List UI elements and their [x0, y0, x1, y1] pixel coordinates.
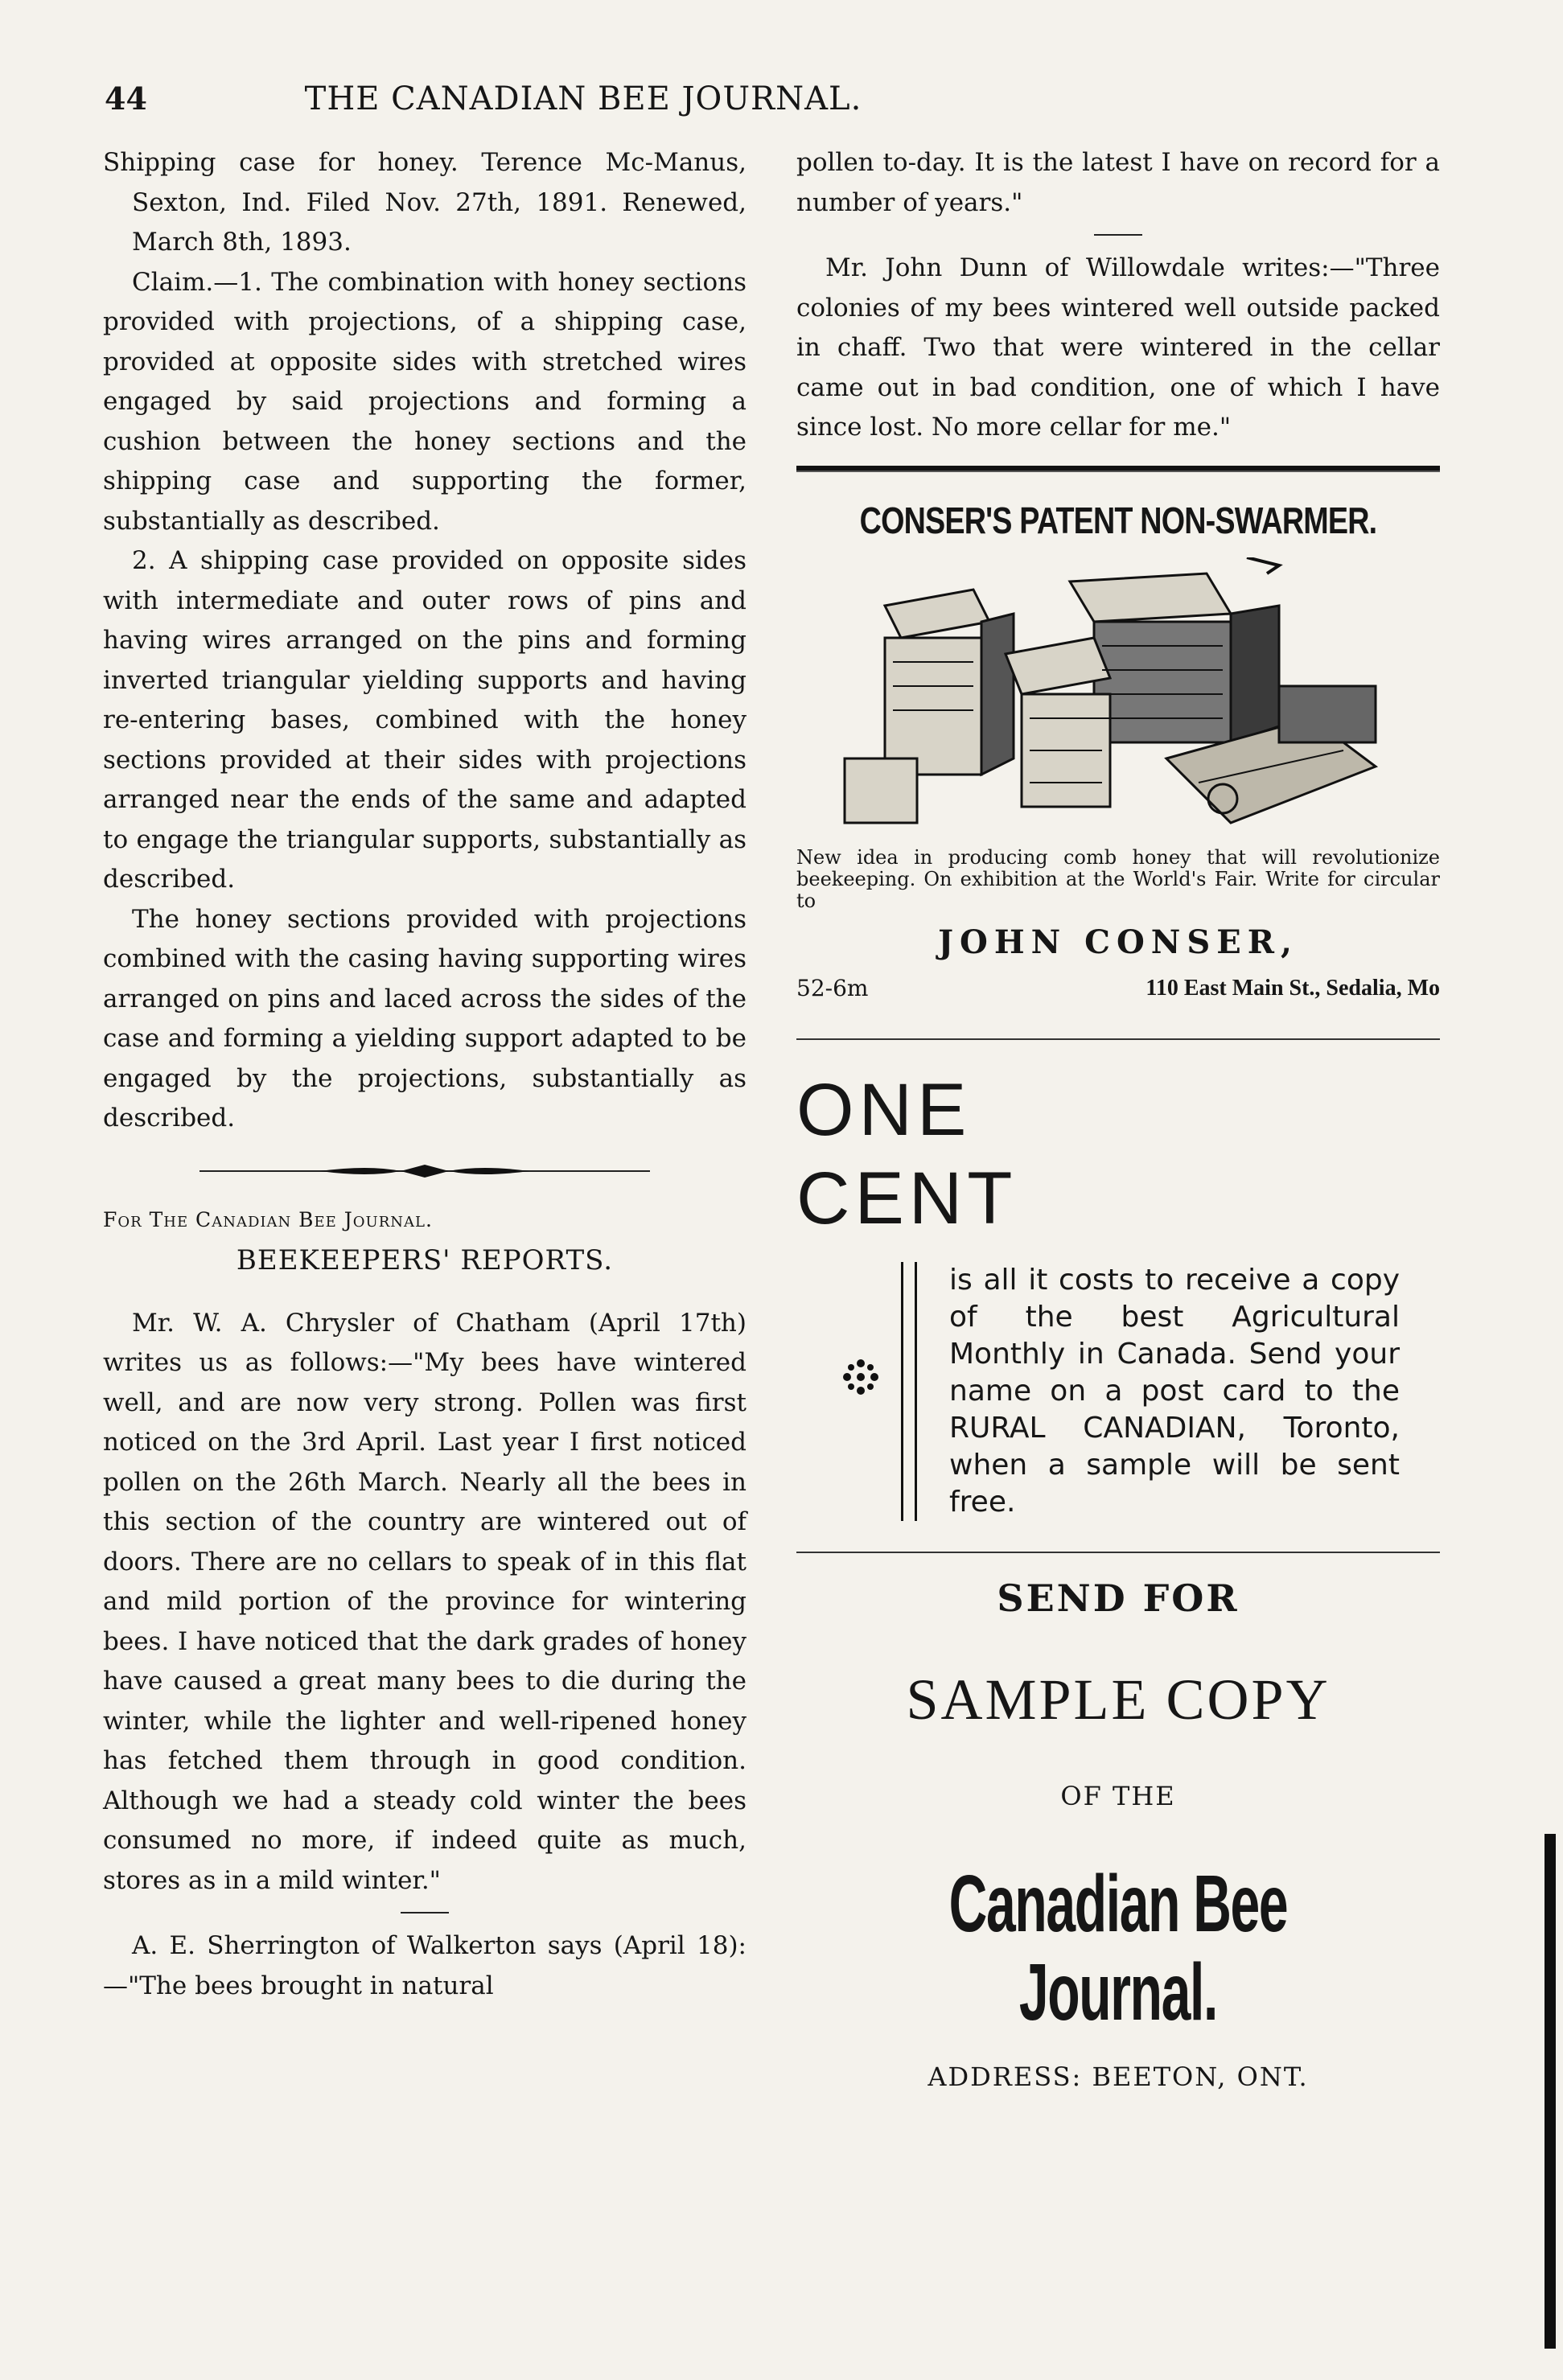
- ad-conser-address-row: [796, 968, 1440, 1009]
- ad-conser-title: CONSER'S PATENT NON-SWARMER.: [859, 499, 1377, 541]
- ad-journal-name: Canadian Bee Journal.: [948, 1859, 1288, 2037]
- patent-claim-2: 2. A shipping case provided on opposite sides with intermediate and outer rows of pins and having wires arranged on the pins and forming inverted triangular yielding supports and having re-entering bases, combined with the honey sections provided at their sides with projections arranged near the ends of the same and adapted to engage the triangular supports, substantially as described.: [103, 546, 747, 894]
- double-rule-bars: [901, 1262, 917, 1521]
- running-head: THE CANADIAN BEE JOURNAL.: [304, 80, 862, 117]
- report-dunn: Mr. John Dunn of Willowdale writes:—"Three colonies of my bees wintered well outside packed in chaff. Two that were wintered in the cellar came out in bad condition, one of which I have since lost. No more cellar for me.": [796, 253, 1440, 442]
- patent-claim-1: Claim.—1. The combination with honey sections provided with projections, of a shipping case, provided at opposite sides with stretched wires engaged by said projections and forming a cushion between the honey sections and the shipping case and supporting the former, substantially as described.: [103, 267, 747, 536]
- ad-rural-body: is all it costs to receive a copy of the best Agricultural Monthly in Canada. Send your name on a post card to the RURAL CANADIAN, Toronto, when a sample will be sent free.: [949, 1264, 1400, 1519]
- ad-conser-text: New idea in producing comb honey that will revolutionize beekeeping. On exhibition at the World's Fair. Write for circular to: [796, 845, 1440, 912]
- ad-journal-of-the: OF THE: [1060, 1780, 1176, 1811]
- ad-journal-sample-copy: SAMPLE COPY: [906, 1667, 1331, 1732]
- byline: For The Canadian Bee Journal.: [103, 1207, 433, 1231]
- patent-title: Shipping case for honey. Terence Mc-Manus, Sexton, Ind. Filed Nov. 27th, 1891. Renewed, March 8th, 1893.: [103, 148, 747, 257]
- short-rule: [401, 1912, 449, 1913]
- page-number: 44: [105, 80, 147, 117]
- left-column: [103, 143, 747, 2006]
- ad-conser-code: 52-6m: [796, 974, 869, 1001]
- ad-rural-headline-1: ONE: [796, 1069, 972, 1151]
- section-heading: BEEKEEPERS' REPORTS.: [236, 1244, 614, 1276]
- thin-rule: [796, 1038, 1440, 1040]
- ad-conser-address: 110 East Main St., Sedalia, Mo: [1146, 975, 1440, 1001]
- report-sherrington-start: A. E. Sherrington of Walkerton says (April 18):—"The bees brought in natural: [103, 1931, 747, 2000]
- report-sherrington-end: pollen to-day. It is the latest I have on record for a number of years.": [796, 148, 1440, 217]
- ad-journal-send-for: SEND FOR: [997, 1576, 1240, 1620]
- scan-edge-bar: [1544, 1834, 1556, 2349]
- ornament-divider: [199, 1163, 650, 1179]
- ad-rural-headline-2: CENT: [796, 1157, 1018, 1239]
- report-chrysler: Mr. W. A. Chrysler of Chatham (April 17th) writes us as follows:—"My bees have wintered well, and are now very strong. Pollen was first noticed on the 3rd April. Last year I first noticed pollen on the 26th March. Nearly all the bees in this section of the country are wintered out of doors. There are no cellars to speak of in this flat and mild portion of the province for wintering bees. I have noticed that the dark grades of honey have caused a great many bees to die during the winter, while the lighter and well-ripened honey has fetched them through in good condition. Although we had a steady cold winter the bees consumed no more, if indeed quite as much, stores as in a mild winter.": [103, 1308, 747, 1895]
- flower-ornament-icon: [841, 1357, 881, 1397]
- ad-journal-address: ADDRESS: BEETON, ONT.: [928, 2061, 1309, 2092]
- heavy-rule: [796, 466, 1440, 472]
- thin-rule: [796, 1552, 1440, 1553]
- ad-rural-body-block: [796, 1262, 1440, 1521]
- beehive-illustration-icon: [829, 557, 1408, 847]
- short-rule: [1094, 234, 1142, 236]
- ad-conser-name: JOHN CONSER,: [938, 923, 1298, 961]
- right-column: [796, 143, 1440, 2098]
- patent-claim-3: The honey sections provided with projections combined with the casing having supporting wires arranged on pins and laced across the sides of the case and forming a yielding support adapted to be engaged by the projections, substantially as described.: [103, 904, 747, 1132]
- page-header: [105, 80, 1062, 129]
